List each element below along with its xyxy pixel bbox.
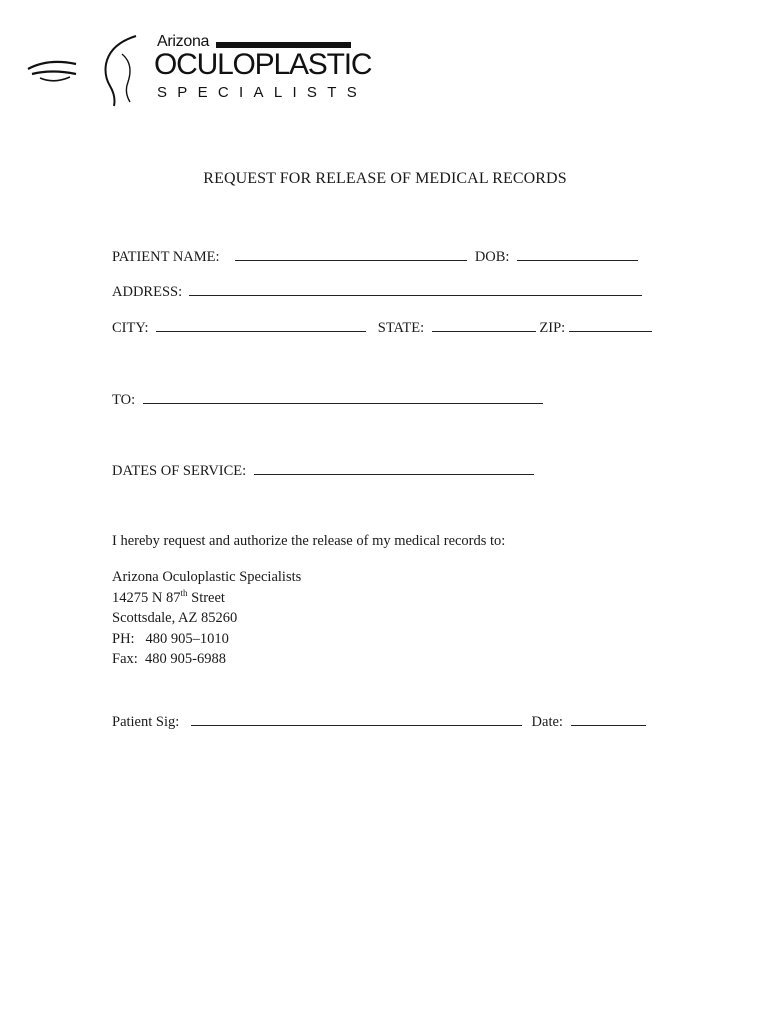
recipient-phone: PH: 480 905–1010 xyxy=(112,630,229,647)
dob-field[interactable] xyxy=(517,246,638,261)
logo-oculoplastic-text: OCULOPLASTIC xyxy=(154,48,372,81)
patient-name-label: PATIENT NAME: xyxy=(112,249,220,265)
dob-label: DOB: xyxy=(474,249,510,265)
to-field[interactable] xyxy=(143,389,543,404)
dates-of-service-label: DATES OF SERVICE: xyxy=(112,463,247,479)
patient-name-field[interactable] xyxy=(235,246,467,261)
date-label: Date: xyxy=(531,714,563,730)
street-number: 14275 N 87 xyxy=(112,589,181,606)
date-field[interactable] xyxy=(571,711,646,726)
patient-signature-label: Patient Sig: xyxy=(112,714,180,730)
city-field[interactable] xyxy=(156,317,366,332)
patient-signature-field[interactable] xyxy=(191,711,522,726)
city-label: CITY: xyxy=(112,320,149,336)
state-label: STATE: xyxy=(377,320,425,336)
logo-arizona-text: Arizona xyxy=(157,33,210,50)
recipient-address xyxy=(112,567,301,670)
recipient-city: Scottsdale, AZ 85260 xyxy=(112,610,238,626)
recipient-street xyxy=(112,588,301,609)
recipient-name: Arizona Oculoplastic Specialists xyxy=(112,569,302,585)
to-row xyxy=(112,389,543,409)
dates-of-service-row xyxy=(112,460,534,480)
zip-field[interactable] xyxy=(569,317,652,332)
city-state-zip-row xyxy=(112,317,652,337)
state-field[interactable] xyxy=(432,317,536,332)
address-row xyxy=(112,281,642,301)
street-name: Street xyxy=(187,589,225,606)
zip-label: ZIP: xyxy=(539,320,566,336)
address-field[interactable] xyxy=(189,281,642,296)
dates-of-service-field[interactable] xyxy=(254,460,534,475)
address-label: ADDRESS: xyxy=(112,284,183,300)
logo-specialists-text: SPECIALISTS xyxy=(157,84,368,101)
signature-row xyxy=(112,711,646,731)
patient-name-row xyxy=(112,246,638,266)
eye-profile-icon xyxy=(18,30,153,110)
authorization-statement: I hereby request and authorize the release of my medical records to: xyxy=(112,533,506,549)
recipient-fax: Fax: 480 905-6988 xyxy=(112,651,226,667)
company-logo xyxy=(18,30,372,110)
to-label: TO: xyxy=(112,392,136,408)
street-suffix: th xyxy=(180,587,188,598)
form-title: REQUEST FOR RELEASE OF MEDICAL RECORDS xyxy=(203,170,567,187)
